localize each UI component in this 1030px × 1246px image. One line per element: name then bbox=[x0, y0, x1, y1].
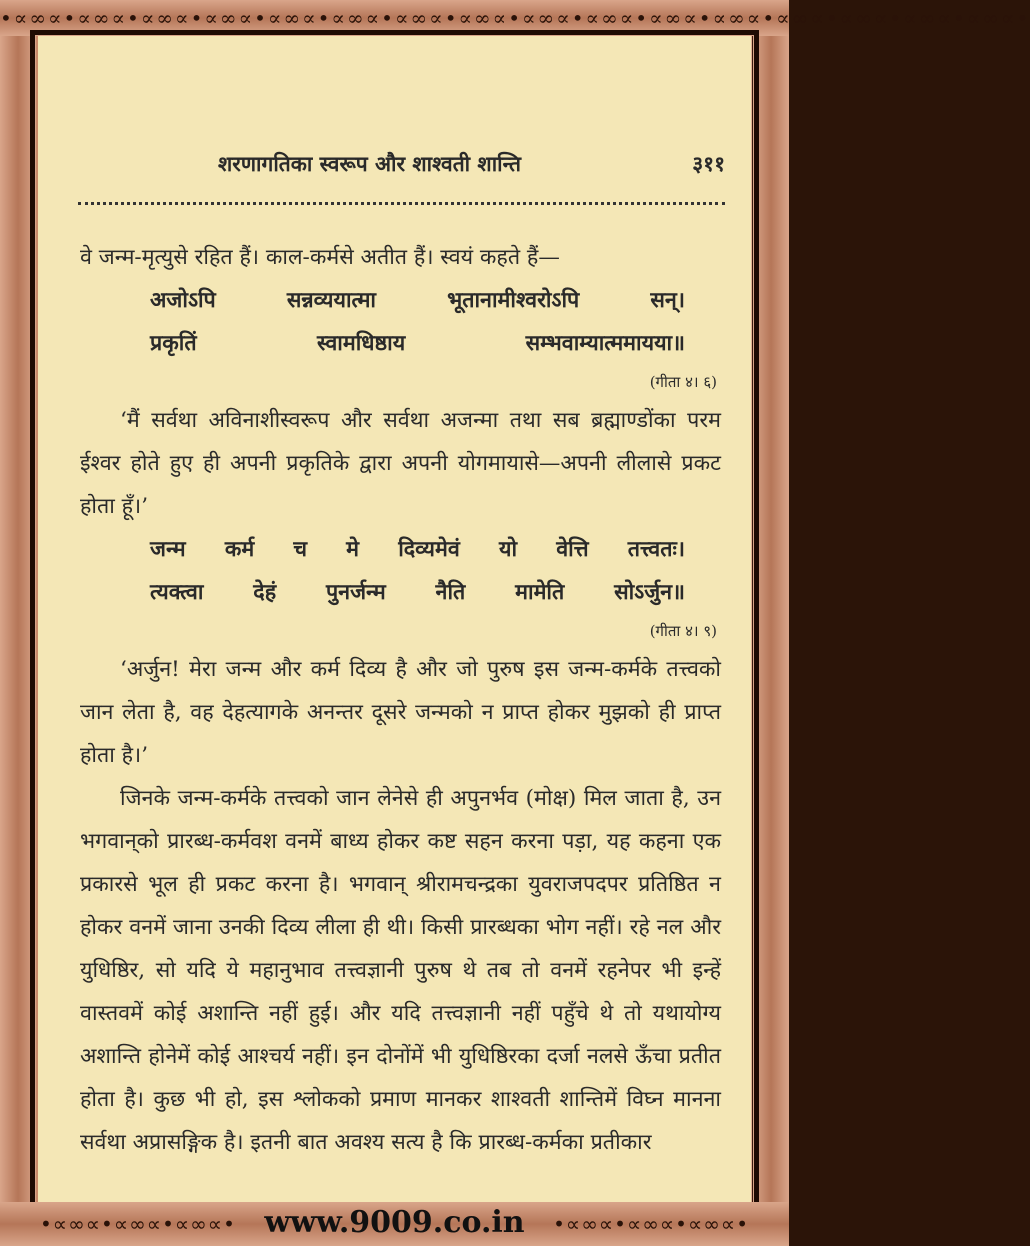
bottom-ornament-right: •∝∞∝•∝∞∝•∝∞∝• bbox=[553, 1212, 749, 1236]
page-header bbox=[38, 150, 751, 180]
verse1-reference: (गीता ४। ६) bbox=[649, 373, 717, 391]
bottom-ornament-left: •∝∞∝•∝∞∝•∝∞∝• bbox=[40, 1212, 236, 1236]
translation-paragraph-1: ‘मैं सर्वथा अविनाशीस्वरूप और सर्वथा अजन्मा तथा सब ब्रह्माण्डोंका परम ईश्वर होते हुए ही अपनी प्रकृतिके द्वारा अपनी योगमायासे—अपनी लीलासे प्रकट होता हूँ।’ bbox=[80, 408, 721, 519]
website-watermark: www.9009.co.in bbox=[264, 1205, 525, 1240]
verse-block-2 bbox=[80, 528, 721, 614]
verse-block-1 bbox=[80, 279, 721, 365]
verse2-reference: (गीता ४। ९) bbox=[649, 622, 717, 640]
page-number: ३११ bbox=[692, 151, 725, 176]
commentary-paragraph: जिनके जन्म-कर्मके तत्त्वको जान लेनेसे ही अपुनर्भव (मोक्ष) मिल जाता है, उन भगवान्‌को प्रारब्ध-कर्मवश वनमें बाध्य होकर कष्ट सहन करना पड़ा, यह कहना एक प्रकारसे भूल ही प्रकट करना है। भगवान् श्रीरामचन्द्रका युवराजपदपर प्रतिष्ठित न होकर वनमें जाना उनकी दिव्य लीला ही थी। किसी प्रारब्धका भोग नहीं। रहे नल और युधिष्ठिर, सो यदि ये महानुभाव तत्त्वज्ञानी पुरुष थे तब तो वनमें रहनेपर भी इन्हें वास्तवमें कोई अशान्ति नहीं हुई। और यदि तत्त्वज्ञानी नहीं पहुँचे थे तो यथायोग्य अशान्ति होनेमें कोई आश्चर्य नहीं। इन दोनोंमें भी युधिष्ठिरका दर्जा नलसे ऊँचा प्रतीत होता है। कुछ भी हो, इस श्लोकको प्रमाण मानकर शाश्वती शान्तिमें विघ्न मानना सर्वथा अप्रासङ्गिक है। इतनी बात अवश्य सत्य है कि प्रारब्ध-कर्मका प्रतीकार bbox=[80, 786, 721, 1155]
verse2-line1: जन्म कर्म च मे दिव्यमेवं यो वेत्ति तत्त्वतः। bbox=[150, 537, 685, 562]
page-title: शरणागतिका स्वरूप और शाश्वती शान्ति bbox=[218, 151, 522, 176]
header-divider bbox=[78, 202, 725, 217]
frame-top-ornament: •∝∞∝•∝∞∝•∝∞∝•∝∞∝•∝∞∝•∝∞∝•∝∞∝•∝∞∝•∝∞∝•∝∞∝•∝∞∝•∝∞∝•∝∞∝•∝∞∝•∝∞∝•∝∞∝• bbox=[0, 0, 789, 36]
book-page bbox=[38, 36, 751, 1206]
intro-paragraph: वे जन्म-मृत्युसे रहित हैं। काल-कर्मसे अतीत हैं। स्वयं कहते हैं— bbox=[80, 245, 560, 270]
verse1-line1: अजोऽपि सन्नव्ययात्मा भूतानामीश्वरोऽपि सन्। bbox=[150, 288, 685, 313]
page-content bbox=[80, 236, 721, 1164]
verse1-line2: प्रकृतिं स्वामधिष्ठाय सम्भवाम्यात्ममायया॥ bbox=[150, 331, 685, 356]
verse2-line2: त्यक्त्वा देहं पुनर्जन्म नैति मामेति सोऽर्जुन॥ bbox=[150, 580, 685, 605]
translation-paragraph-2: ‘अर्जुन! मेरा जन्म और कर्म दिव्य है और जो पुरुष इस जन्म-कर्मके तत्त्वको जान लेता है, वह देहत्यागके अनन्तर दूसरे जन्मको न प्राप्त होकर मुझको ही प्राप्त होता है।’ bbox=[80, 657, 721, 768]
